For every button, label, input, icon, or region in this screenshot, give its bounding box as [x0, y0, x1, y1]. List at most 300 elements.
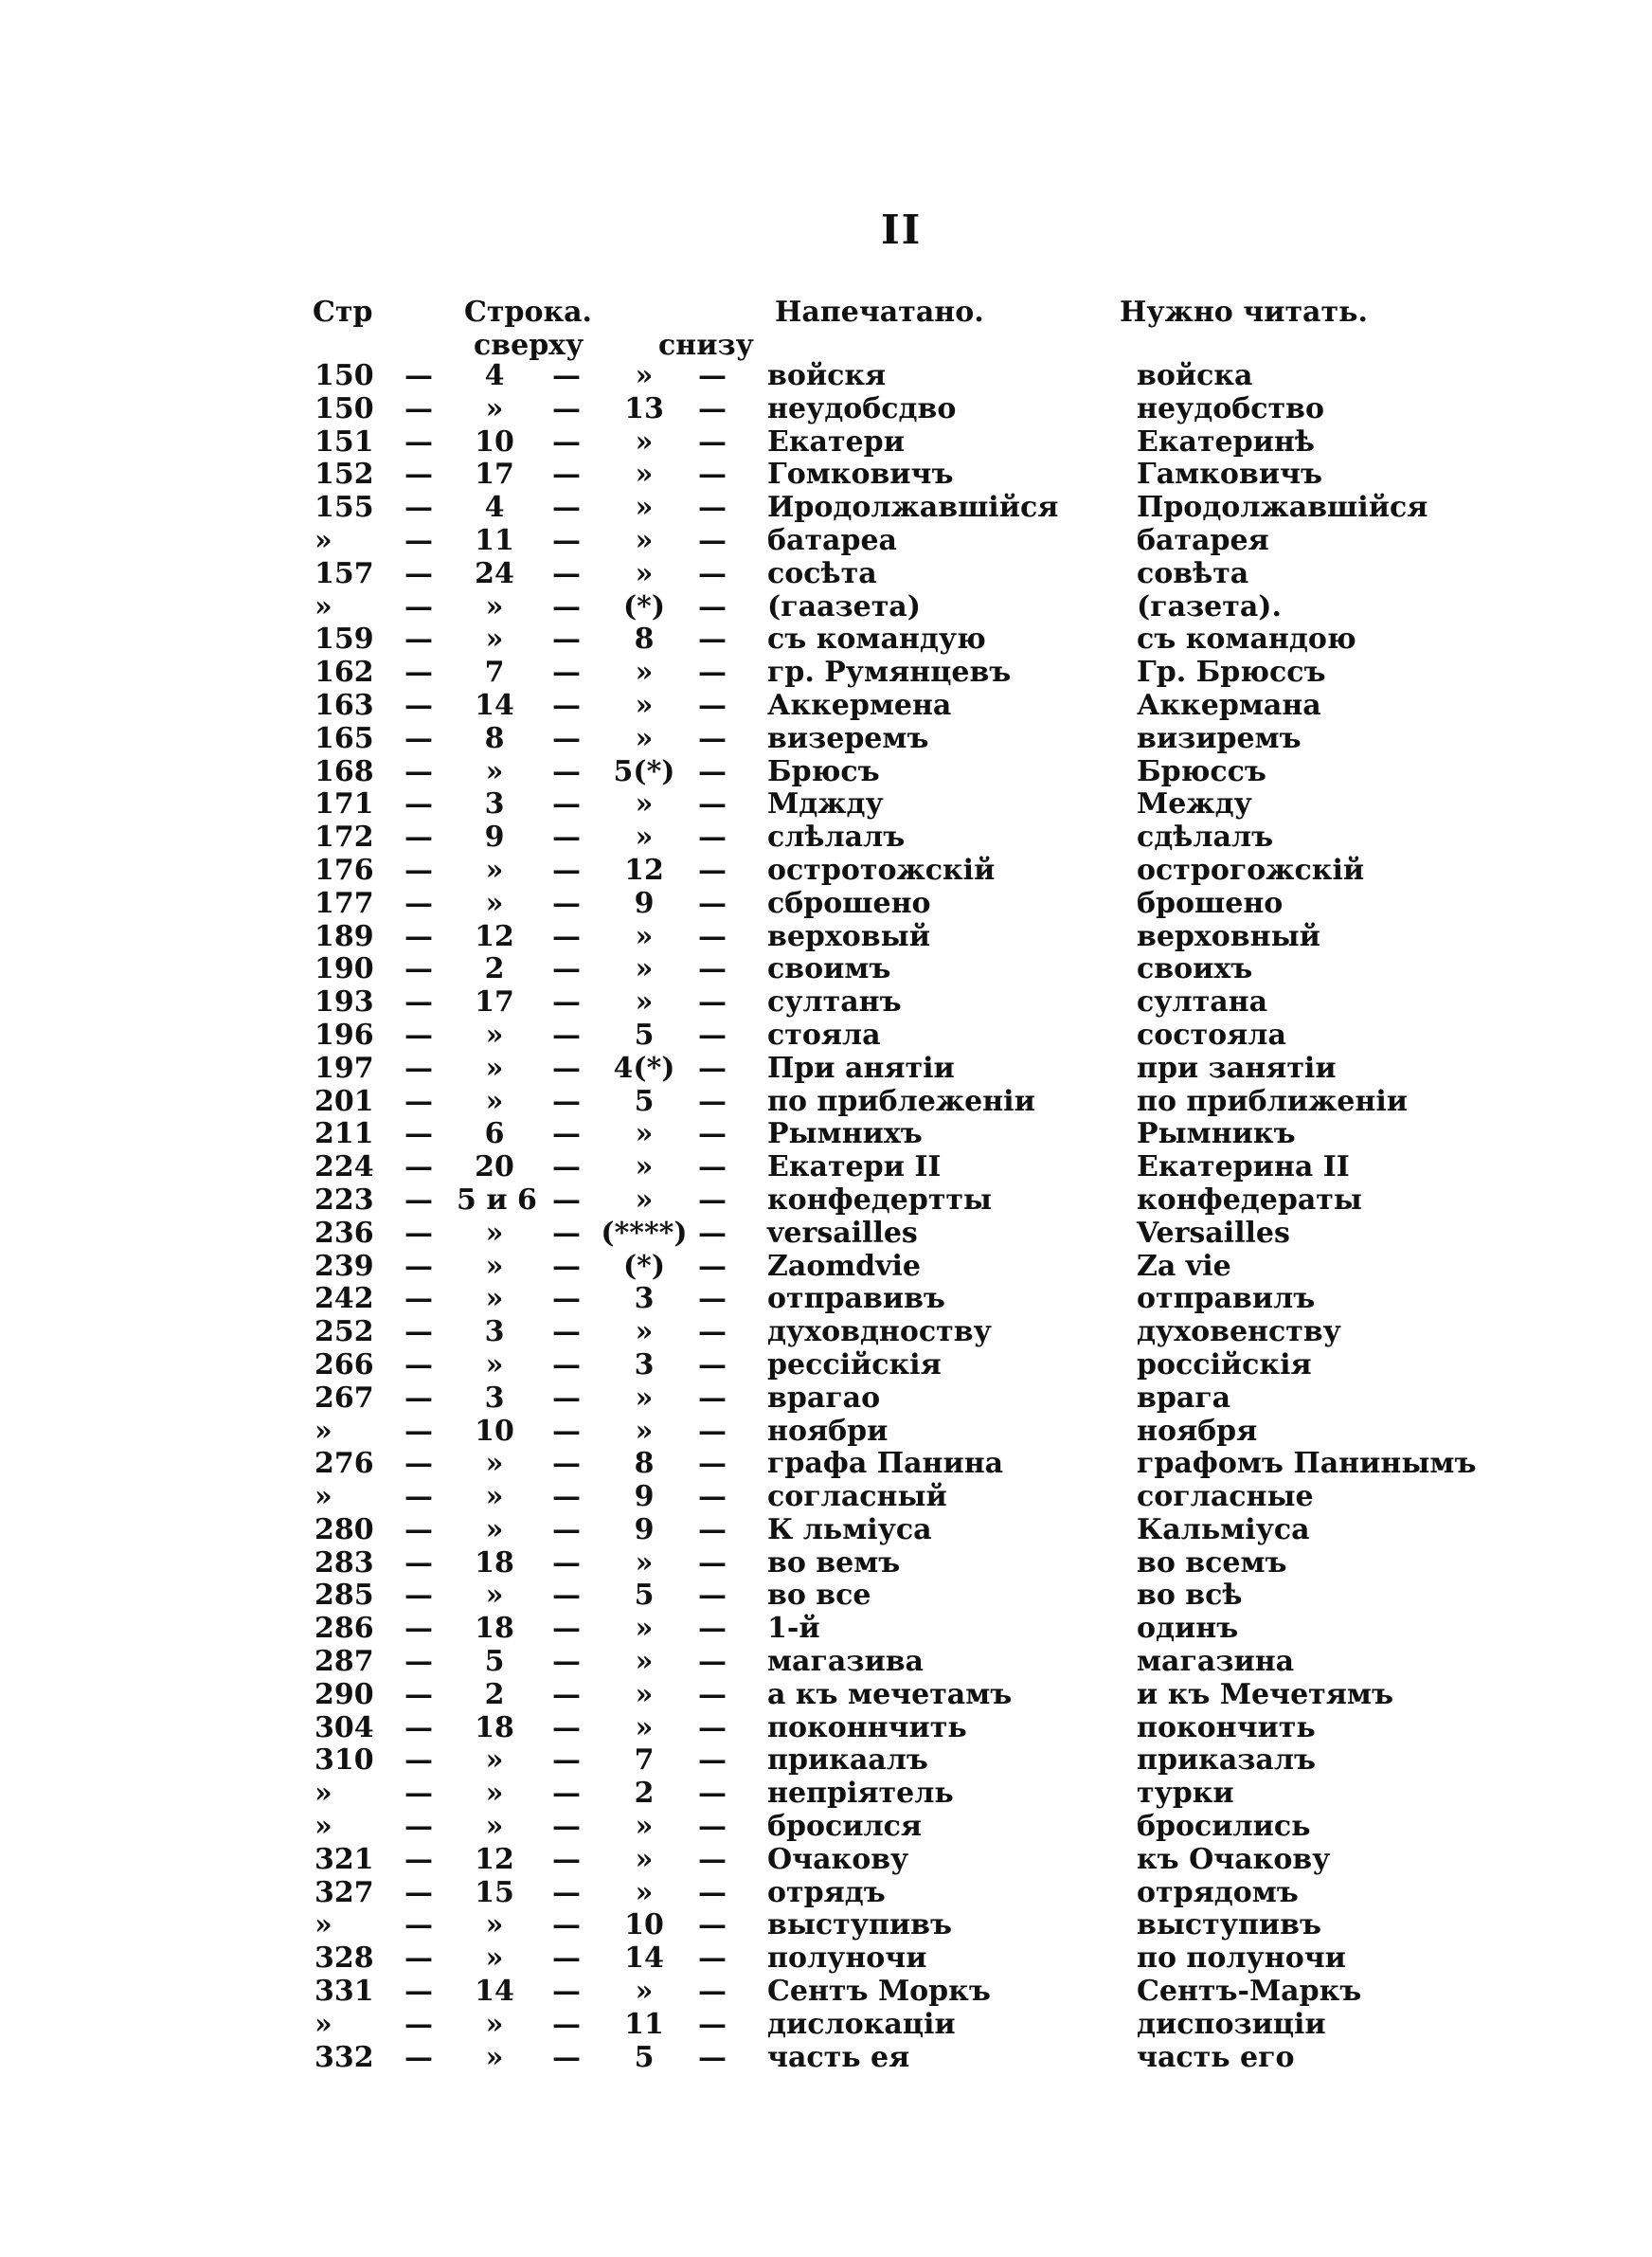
dash: —: [552, 1777, 581, 1811]
dash: —: [404, 656, 433, 690]
correct-text-cell: россійскія: [1137, 1347, 1312, 1381]
dash: —: [552, 391, 581, 425]
correct-text-cell: врага: [1137, 1381, 1231, 1415]
dash: —: [404, 754, 433, 788]
line-from-top-cell: 8: [484, 721, 505, 755]
dash: —: [404, 1381, 433, 1415]
dash: —: [698, 1645, 727, 1679]
correct-text-cell: визиремъ: [1137, 721, 1302, 755]
correct-text-cell: Екатерина II: [1137, 1150, 1350, 1184]
page-cell: 223: [314, 1183, 374, 1217]
header-printed: Напечатано.: [775, 296, 984, 329]
printed-text-cell: часть ея: [767, 2040, 910, 2074]
page-cell: 165: [314, 721, 374, 755]
line-from-top-cell: 10: [475, 1414, 514, 1448]
page-cell: 172: [314, 821, 374, 855]
line-from-bottom-cell: (*): [622, 589, 666, 623]
line-from-bottom-cell: »: [635, 952, 654, 986]
correct-text-cell: своихъ: [1137, 952, 1253, 986]
dash: —: [552, 721, 581, 755]
dash: —: [552, 688, 581, 722]
dash: —: [404, 424, 433, 459]
dash: —: [698, 1545, 727, 1580]
dash: —: [404, 2040, 433, 2074]
line-from-top-cell: »: [485, 1908, 504, 1942]
dash: —: [698, 1315, 727, 1349]
dash: —: [552, 1842, 581, 1876]
line-from-bottom-cell: »: [635, 359, 654, 392]
dash: —: [404, 1908, 433, 1942]
line-from-top-cell: »: [485, 1480, 504, 1514]
dash: —: [552, 1512, 581, 1546]
printed-text-cell: 1-й: [767, 1612, 820, 1646]
correct-text-cell: состояла: [1137, 1018, 1286, 1052]
line-from-top-cell: 2: [484, 1677, 505, 1711]
line-from-bottom-cell: 5(*): [613, 754, 675, 788]
line-from-bottom-cell: 11: [624, 2007, 664, 2041]
printed-text-cell: во вемъ: [767, 1545, 901, 1580]
printed-text-cell: графа Панина: [767, 1447, 1004, 1481]
printed-text-cell: Сентъ Моркъ: [767, 1975, 991, 2009]
line-from-bottom-cell: 3: [634, 1347, 655, 1381]
correct-text-cell: часть его: [1137, 2040, 1295, 2074]
line-from-bottom-cell: »: [635, 721, 654, 755]
dash: —: [404, 1183, 433, 1217]
correct-text-cell: согласные: [1137, 1480, 1314, 1514]
dash: —: [552, 1414, 581, 1448]
dash: —: [698, 1810, 727, 1844]
dash: —: [552, 1710, 581, 1744]
printed-text-cell: визеремъ: [767, 721, 929, 755]
dash: —: [404, 523, 433, 557]
line-from-bottom-cell: »: [635, 1117, 654, 1151]
dash: —: [698, 721, 727, 755]
page-cell: 176: [314, 853, 374, 887]
dash: —: [404, 1447, 433, 1481]
dash: —: [698, 985, 727, 1020]
line-from-top-cell: 11: [475, 523, 514, 557]
line-from-top-cell: »: [485, 1743, 504, 1778]
line-from-bottom-cell: 13: [624, 391, 664, 425]
page-cell: 197: [314, 1051, 374, 1085]
correct-text-cell: покончить: [1137, 1710, 1316, 1744]
page-cell: 332: [314, 2040, 374, 2074]
printed-text-cell: (гаазета): [767, 589, 921, 623]
correct-text-cell: Брюссъ: [1137, 754, 1266, 788]
dash: —: [698, 1282, 727, 1316]
dash: —: [698, 821, 727, 855]
correct-text-cell: сдѣлалъ: [1137, 821, 1274, 855]
page-cell: 239: [314, 1249, 374, 1283]
dash: —: [552, 1249, 581, 1283]
page-cell: 280: [314, 1512, 374, 1546]
line-from-top-cell: 3: [484, 1381, 505, 1415]
dash: —: [698, 589, 727, 623]
correct-text-cell: совѣта: [1137, 556, 1249, 590]
line-from-top-cell: »: [485, 589, 504, 623]
dash: —: [552, 754, 581, 788]
dash: —: [404, 1117, 433, 1151]
line-from-top-cell: 17: [475, 458, 514, 492]
page-cell: »: [314, 589, 332, 623]
line-from-bottom-cell: »: [635, 523, 654, 557]
dash: —: [698, 1777, 727, 1811]
page-cell: 171: [314, 787, 374, 822]
dash: —: [698, 1579, 727, 1613]
correct-text-cell: войска: [1137, 359, 1253, 392]
line-from-top-cell: 12: [475, 919, 514, 953]
dash: —: [698, 1447, 727, 1481]
printed-text-cell: верховый: [767, 919, 930, 953]
correct-text-cell: верховный: [1137, 919, 1320, 953]
dash: —: [404, 458, 433, 492]
line-from-top-cell: 5 и 6: [457, 1183, 537, 1217]
page-cell: 327: [314, 1875, 374, 1909]
dash: —: [552, 853, 581, 887]
page-cell: 150: [314, 391, 374, 425]
page-cell: 152: [314, 458, 374, 492]
printed-text-cell: отрядъ: [767, 1875, 886, 1909]
header-line: Строка.: [464, 296, 592, 329]
dash: —: [552, 1381, 581, 1415]
dash: —: [404, 821, 433, 855]
correct-text-cell: отрядомъ: [1137, 1875, 1299, 1909]
line-from-bottom-cell: »: [635, 1612, 654, 1646]
dash: —: [552, 1975, 581, 2009]
dash: —: [552, 1216, 581, 1250]
dash: —: [552, 1051, 581, 1085]
printed-text-cell: Гомковичъ: [767, 458, 954, 492]
printed-text-cell: При анятіи: [767, 1051, 955, 1085]
dash: —: [404, 1810, 433, 1844]
line-from-top-cell: »: [485, 1216, 504, 1250]
line-from-bottom-cell: »: [635, 491, 654, 525]
page-cell: 328: [314, 1941, 374, 1976]
line-from-bottom-cell: 8: [634, 1447, 655, 1481]
page-cell: 201: [314, 1084, 374, 1118]
line-from-bottom-cell: »: [635, 1645, 654, 1679]
dash: —: [552, 886, 581, 920]
printed-text-cell: Zaomdvie: [767, 1249, 921, 1283]
dash: —: [404, 787, 433, 822]
line-from-bottom-cell: »: [635, 1810, 654, 1844]
dash: —: [552, 1908, 581, 1942]
dash: —: [552, 1810, 581, 1844]
dash: —: [552, 1117, 581, 1151]
line-from-bottom-cell: »: [635, 1150, 654, 1184]
dash: —: [404, 1875, 433, 1909]
line-from-top-cell: »: [485, 1084, 504, 1118]
page-cell: 286: [314, 1612, 374, 1646]
dash: —: [404, 1545, 433, 1580]
line-from-bottom-cell: »: [635, 556, 654, 590]
correct-text-cell: конфедераты: [1137, 1183, 1362, 1217]
line-from-top-cell: 4: [484, 491, 505, 525]
dash: —: [698, 491, 727, 525]
correct-text-cell: выступивъ: [1137, 1908, 1322, 1942]
dash: —: [698, 623, 727, 657]
dash: —: [698, 1875, 727, 1909]
header-page: Стр: [313, 296, 373, 329]
page-cell: »: [314, 1908, 332, 1942]
dash: —: [404, 1480, 433, 1514]
printed-text-cell: К льміуса: [767, 1512, 932, 1546]
line-from-top-cell: 18: [475, 1710, 514, 1744]
printed-text-cell: рессійскія: [767, 1347, 942, 1381]
printed-text-cell: дислокаціи: [767, 2007, 956, 2041]
dash: —: [552, 1480, 581, 1514]
page-cell: 224: [314, 1150, 374, 1184]
dash: —: [552, 1612, 581, 1646]
line-from-top-cell: 20: [475, 1150, 514, 1184]
dash: —: [552, 424, 581, 459]
header-from-top: сверху: [474, 329, 584, 362]
line-from-top-cell: »: [485, 886, 504, 920]
correct-text-cell: Гамковичъ: [1137, 458, 1322, 492]
line-from-bottom-cell: »: [635, 1315, 654, 1349]
dash: —: [552, 523, 581, 557]
printed-text-cell: своимъ: [767, 952, 891, 986]
page-cell: »: [314, 1810, 332, 1844]
dash: —: [404, 1315, 433, 1349]
printed-text-cell: Рымнихъ: [767, 1117, 923, 1151]
printed-text-cell: духовдноству: [767, 1315, 992, 1349]
line-from-top-cell: »: [485, 623, 504, 657]
dash: —: [698, 523, 727, 557]
dash: —: [698, 1249, 727, 1283]
line-from-bottom-cell: 7: [634, 1743, 655, 1778]
printed-text-cell: прикаалъ: [767, 1743, 928, 1778]
dash: —: [698, 1150, 727, 1184]
dash: —: [552, 1183, 581, 1217]
correct-text-cell: ноября: [1137, 1414, 1258, 1448]
line-from-bottom-cell: »: [635, 919, 654, 953]
dash: —: [404, 1941, 433, 1976]
printed-text-cell: выступивъ: [767, 1908, 953, 1942]
dash: —: [552, 1941, 581, 1976]
correct-text-cell: (газета).: [1137, 589, 1282, 623]
line-from-bottom-cell: »: [635, 458, 654, 492]
line-from-top-cell: »: [485, 2007, 504, 2041]
line-from-top-cell: »: [485, 391, 504, 425]
printed-text-cell: Екатери: [767, 424, 905, 459]
line-from-top-cell: »: [485, 1512, 504, 1546]
line-from-bottom-cell: 2: [634, 1777, 655, 1811]
dash: —: [698, 1117, 727, 1151]
dash: —: [552, 787, 581, 822]
dash: —: [698, 1347, 727, 1381]
dash: —: [698, 1414, 727, 1448]
line-from-top-cell: 24: [475, 556, 514, 590]
dash: —: [404, 1150, 433, 1184]
line-from-top-cell: 12: [475, 1842, 514, 1876]
line-from-top-cell: 3: [484, 1315, 505, 1349]
correct-text-cell: по приближеніи: [1137, 1084, 1408, 1118]
correct-text-cell: султана: [1137, 985, 1268, 1020]
correct-text-cell: при занятіи: [1137, 1051, 1337, 1085]
correct-text-cell: Сентъ-Маркъ: [1137, 1975, 1362, 2009]
line-from-top-cell: »: [485, 754, 504, 788]
header-should-read: Нужно читать.: [1120, 296, 1368, 329]
printed-text-cell: магазива: [767, 1645, 924, 1679]
dash: —: [404, 1975, 433, 2009]
printed-text-cell: Мджду: [767, 787, 884, 822]
dash: —: [552, 821, 581, 855]
printed-text-cell: ноябри: [767, 1414, 889, 1448]
page-cell: 151: [314, 424, 374, 459]
page-cell: 189: [314, 919, 374, 953]
printed-text-cell: стояла: [767, 1018, 881, 1052]
printed-text-cell: войскя: [767, 359, 887, 392]
dash: —: [552, 919, 581, 953]
line-from-bottom-cell: »: [635, 1710, 654, 1744]
dash: —: [404, 1051, 433, 1085]
line-from-bottom-cell: »: [635, 1875, 654, 1909]
dash: —: [552, 556, 581, 590]
dash: —: [552, 589, 581, 623]
dash: —: [552, 1018, 581, 1052]
dash: —: [404, 1743, 433, 1778]
line-from-bottom-cell: »: [635, 1414, 654, 1448]
page-cell: 290: [314, 1677, 374, 1711]
correct-text-cell: во всѣ: [1137, 1579, 1243, 1613]
page-cell: 304: [314, 1710, 374, 1744]
page-cell: »: [314, 2007, 332, 2041]
dash: —: [698, 359, 727, 392]
dash: —: [698, 952, 727, 986]
line-from-bottom-cell: 9: [634, 1512, 655, 1546]
dash: —: [698, 886, 727, 920]
dash: —: [404, 853, 433, 887]
header-from-bottom: снизу: [658, 329, 754, 362]
page-cell: 310: [314, 1743, 374, 1778]
printed-text-cell: Брюсъ: [767, 754, 880, 788]
line-from-top-cell: 14: [475, 688, 514, 722]
dash: —: [698, 688, 727, 722]
printed-text-cell: Очакову: [767, 1842, 909, 1876]
correct-text-cell: приказалъ: [1137, 1743, 1317, 1778]
dash: —: [552, 1645, 581, 1679]
page-cell: 211: [314, 1117, 374, 1151]
dash: —: [552, 1447, 581, 1481]
dash: —: [698, 853, 727, 887]
dash: —: [698, 458, 727, 492]
page-cell: »: [314, 1414, 332, 1448]
correct-text-cell: Между: [1137, 787, 1252, 822]
line-from-bottom-cell: 8: [634, 623, 655, 657]
dash: —: [404, 1777, 433, 1811]
line-from-bottom-cell: »: [635, 1677, 654, 1711]
line-from-bottom-cell: »: [635, 1842, 654, 1876]
dash: —: [698, 2040, 727, 2074]
page-cell: 236: [314, 1216, 374, 1250]
dash: —: [698, 919, 727, 953]
page-cell: 242: [314, 1282, 374, 1316]
printed-text-cell: батареа: [767, 523, 897, 557]
line-from-top-cell: »: [485, 1777, 504, 1811]
page-cell: 252: [314, 1315, 374, 1349]
line-from-top-cell: »: [485, 1447, 504, 1481]
printed-text-cell: а къ мечетамъ: [767, 1677, 1013, 1711]
line-from-top-cell: »: [485, 1051, 504, 1085]
page-cell: 267: [314, 1381, 374, 1415]
line-from-bottom-cell: 3: [634, 1282, 655, 1316]
dash: —: [404, 886, 433, 920]
line-from-top-cell: »: [485, 1579, 504, 1613]
page-cell: »: [314, 1480, 332, 1514]
dash: —: [698, 656, 727, 690]
correct-text-cell: Кальміуса: [1137, 1512, 1310, 1546]
line-from-top-cell: »: [485, 1282, 504, 1316]
printed-text-cell: врагао: [767, 1381, 881, 1415]
line-from-bottom-cell: »: [635, 688, 654, 722]
correct-text-cell: Za vie: [1137, 1249, 1231, 1283]
printed-text-cell: Екатери II: [767, 1150, 942, 1184]
line-from-bottom-cell: »: [635, 1975, 654, 2009]
page-cell: »: [314, 523, 332, 557]
dash: —: [404, 1347, 433, 1381]
line-from-top-cell: 3: [484, 787, 505, 822]
page-cell: 157: [314, 556, 374, 590]
page-cell: 276: [314, 1447, 374, 1481]
correct-text-cell: по полуночи: [1137, 1941, 1346, 1976]
page-cell: 331: [314, 1975, 374, 2009]
page-cell: 150: [314, 359, 374, 392]
dash: —: [698, 1743, 727, 1778]
dash: —: [552, 1150, 581, 1184]
dash: —: [698, 787, 727, 822]
dash: —: [404, 985, 433, 1020]
line-from-bottom-cell: 12: [624, 853, 664, 887]
line-from-top-cell: »: [485, 1941, 504, 1976]
dash: —: [404, 1710, 433, 1744]
dash: —: [698, 1051, 727, 1085]
dash: —: [404, 556, 433, 590]
dash: —: [698, 1710, 727, 1744]
dash: —: [698, 1975, 727, 2009]
page-cell: 163: [314, 688, 374, 722]
dash: —: [404, 2007, 433, 2041]
dash: —: [698, 391, 727, 425]
dash: —: [552, 1282, 581, 1316]
page-cell: 190: [314, 952, 374, 986]
line-from-bottom-cell: 4(*): [613, 1051, 675, 1085]
dash: —: [404, 1282, 433, 1316]
correct-text-cell: и къ Мечетямъ: [1137, 1677, 1393, 1711]
dash: —: [698, 424, 727, 459]
dash: —: [552, 1347, 581, 1381]
dash: —: [404, 1842, 433, 1876]
printed-text-cell: бросился: [767, 1810, 923, 1844]
printed-text-cell: гр. Румянцевъ: [767, 656, 1012, 690]
line-from-bottom-cell: »: [635, 787, 654, 822]
dash: —: [698, 1183, 727, 1217]
printed-text-cell: versailles: [767, 1216, 918, 1250]
dash: —: [404, 589, 433, 623]
page-cell: 283: [314, 1545, 374, 1580]
printed-text-cell: сосѣта: [767, 556, 877, 590]
line-from-bottom-cell: »: [635, 821, 654, 855]
correct-text-cell: графомъ Панинымъ: [1137, 1447, 1477, 1481]
line-from-top-cell: 7: [484, 656, 505, 690]
dash: —: [404, 491, 433, 525]
line-from-top-cell: 14: [475, 1975, 514, 2009]
dash: —: [404, 1512, 433, 1546]
dash: —: [698, 1381, 727, 1415]
dash: —: [552, 1084, 581, 1118]
correct-text-cell: турки: [1137, 1777, 1234, 1811]
line-from-bottom-cell: 14: [624, 1941, 664, 1976]
